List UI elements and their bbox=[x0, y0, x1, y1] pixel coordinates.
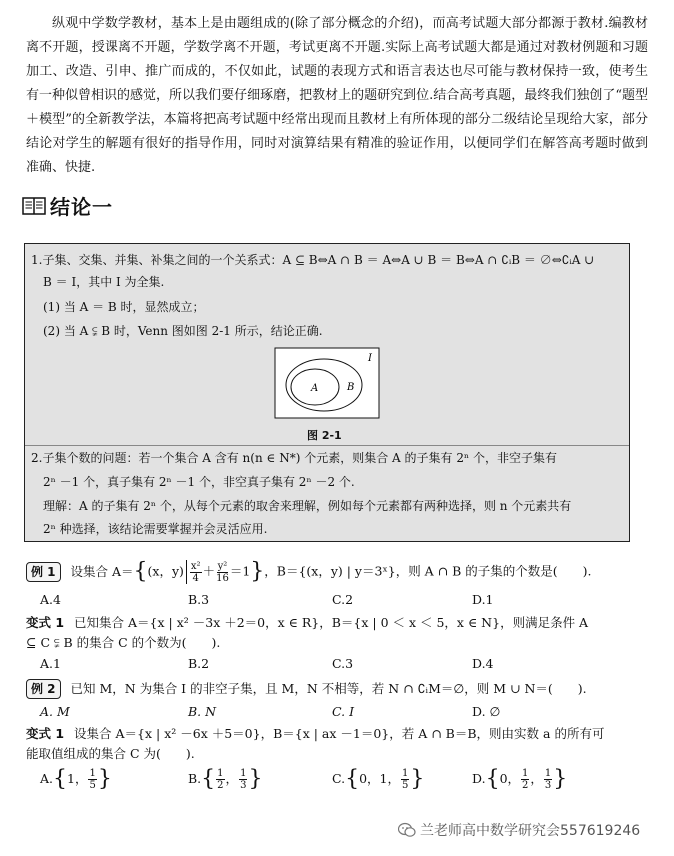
variant-2-option-a: A.{1， $\frac{1}{5}$ } bbox=[40, 766, 112, 792]
variant-2-option-c: C.{0，1， $\frac{1}{5}$ } bbox=[332, 766, 425, 792]
variant-1-option-a: A.1 bbox=[40, 656, 61, 671]
variant-1-tag: 变式 1 bbox=[26, 615, 65, 630]
conclusion-box bbox=[24, 243, 630, 542]
variant-2-option-d: D.{0， $\frac{1}{2}$ ， $\frac{1}{3}$ } bbox=[472, 766, 568, 792]
variant-2-tag: 变式 1 bbox=[26, 726, 65, 741]
example-1-option-b: B.3 bbox=[188, 592, 210, 607]
example-1-plus: ＋ bbox=[202, 563, 216, 579]
box-line-6: 2ⁿ －1 个，真子集有 2ⁿ －1 个，非空真子集有 2ⁿ －2 个. bbox=[43, 475, 355, 489]
intro-paragraph: 纵观中学数学教材，基本上是由题组成的(除了部分概念的介绍)，而高考试题大部分都源于教材.编教材离不开题，授课离不开题，学数学离不开题，考试更离不开题.实际上高考试题大都是通过对教材例题和习题加工、改造、引申、推广而成的，不仅如此，试题的表现方式和语言表达也尽可能与教材保持一致，使考生有一种似曾相识的感觉，所以我们要仔细琢磨，把教材上的题研究到位.结合高考真题，最终我们独创了“题型＋模型”的全新教学法，本篇将把高考试题中经常出现而且教材上有所体现的部分二级结论呈现给大家，部分结论对学生的解题有很好的指导作用，同时对演算结果有精准的验证作用，以便同学们在解答高考题时做到准确、快捷. bbox=[26, 16, 648, 175]
variant-1-line-1 bbox=[26, 614, 588, 632]
variant-2-line-1 bbox=[26, 725, 604, 743]
example-1-xy: (x，y) bbox=[147, 563, 184, 579]
wechat-icon bbox=[398, 822, 416, 838]
watermark bbox=[398, 820, 640, 840]
example-1-post: ，B＝{(x，y) | y＝3ˣ}，则 A ∩ B 的子集的个数是( ). bbox=[264, 563, 592, 579]
variant-1-line-2: ⊆ C ⫋ B 的集合 C 的个数为( ). bbox=[26, 635, 221, 650]
figure-caption: 图 2-1 bbox=[307, 429, 342, 442]
book-icon bbox=[22, 196, 46, 216]
example-1-pre: 设集合 A＝ bbox=[70, 563, 134, 579]
example-1-bar bbox=[186, 560, 187, 584]
example-2-question bbox=[26, 679, 587, 699]
example-2-option-b: B. N bbox=[188, 704, 217, 719]
box-line-8: 2ⁿ 种选择，该结论需要掌握并会灵活应用. bbox=[43, 522, 268, 536]
variant-2-option-b: B.{ $\frac{1}{2}$ ， $\frac{1}{3}$ } bbox=[188, 766, 263, 792]
variant-1-text-1: 已知集合 A＝{x | x² －3x ＋2＝0，x ∈ R}，B＝{x | 0 ＜ x ＜ 5，x ∈ N}，则满足条件 A bbox=[74, 615, 589, 630]
example-1-brace-close: } bbox=[250, 559, 265, 584]
variant-2-line-2: 能取值组成的集合 C 为( ). bbox=[26, 746, 195, 761]
heading-title: 结论一 bbox=[50, 195, 113, 219]
venn-diagram bbox=[274, 347, 380, 419]
venn-label-a: A bbox=[311, 383, 319, 394]
example-1-option-d: D.1 bbox=[472, 592, 494, 607]
venn-universal-set bbox=[275, 348, 379, 418]
box-line-3: (1) 当 A ＝ B 时，显然成立； bbox=[43, 300, 205, 314]
variant-1-option-b: B.2 bbox=[188, 656, 210, 671]
example-1-frac-2: $\frac{\text{y²}}{16}$ bbox=[216, 560, 229, 584]
variant-1-option-d: D.4 bbox=[472, 656, 494, 671]
example-2-option-c: C. I bbox=[332, 704, 355, 719]
variant-1-option-c: C.3 bbox=[332, 656, 354, 671]
box-line-2: B ＝ I，其中 I 为全集. bbox=[43, 275, 165, 289]
example-1-question bbox=[26, 560, 592, 584]
example-1-option-a: A.4 bbox=[40, 592, 61, 607]
example-1-brace-open: { bbox=[133, 559, 148, 584]
watermark-text: 兰老师高中数学研究会557619246 bbox=[420, 823, 641, 839]
example-2-tag: 例 2 bbox=[26, 679, 61, 699]
box-line-7: 理解：A 的子集有 2ⁿ 个，从每个元素的取舍来理解，例如每个元素都有两种选择，则 n 个元素共有 bbox=[43, 499, 572, 513]
variant-2-text-1: 设集合 A＝{x | x² －6x ＋5＝0}，B＝{x | ax －1＝0}，若 A ∩ B＝B，则由实数 a 的所有可 bbox=[74, 726, 605, 741]
box-line-1: 1.子集、交集、并集、补集之间的一个关系式：A ⊆ B⇔A ∩ B ＝ A⇔A ∪ B ＝ B⇔A ∩ ∁ᵢB ＝ ∅⇔∁ᵢA ∪ bbox=[31, 253, 595, 267]
section-heading bbox=[22, 191, 113, 220]
example-1-tag: 例 1 bbox=[26, 562, 61, 582]
venn-label-i: I bbox=[368, 353, 372, 364]
example-1-eq: ＝1 bbox=[229, 563, 251, 579]
example-2-text: 已知 M，N 为集合 I 的非空子集，且 M，N 不相等，若 N ∩ ∁ᵢM＝∅，则 M ∪ N＝( ). bbox=[70, 681, 587, 696]
venn-label-b: B bbox=[347, 382, 355, 393]
example-2-option-d: D. ∅ bbox=[472, 704, 501, 719]
box-line-4: (2) 当 A ⫋ B 时，Venn 图如图 2-1 所示，结论正确. bbox=[43, 324, 323, 338]
example-1-frac-1: $\frac{\text{x²}}{4}$ bbox=[190, 560, 201, 584]
example-2-option-a: A. M bbox=[40, 704, 70, 719]
example-1-option-c: C.2 bbox=[332, 592, 354, 607]
box-line-5: 2.子集个数的问题：若一个集合 A 含有 n(n ∈ N*) 个元素，则集合 A 的子集有 2ⁿ 个，非空子集有 bbox=[31, 451, 557, 465]
box-divider bbox=[25, 445, 629, 446]
